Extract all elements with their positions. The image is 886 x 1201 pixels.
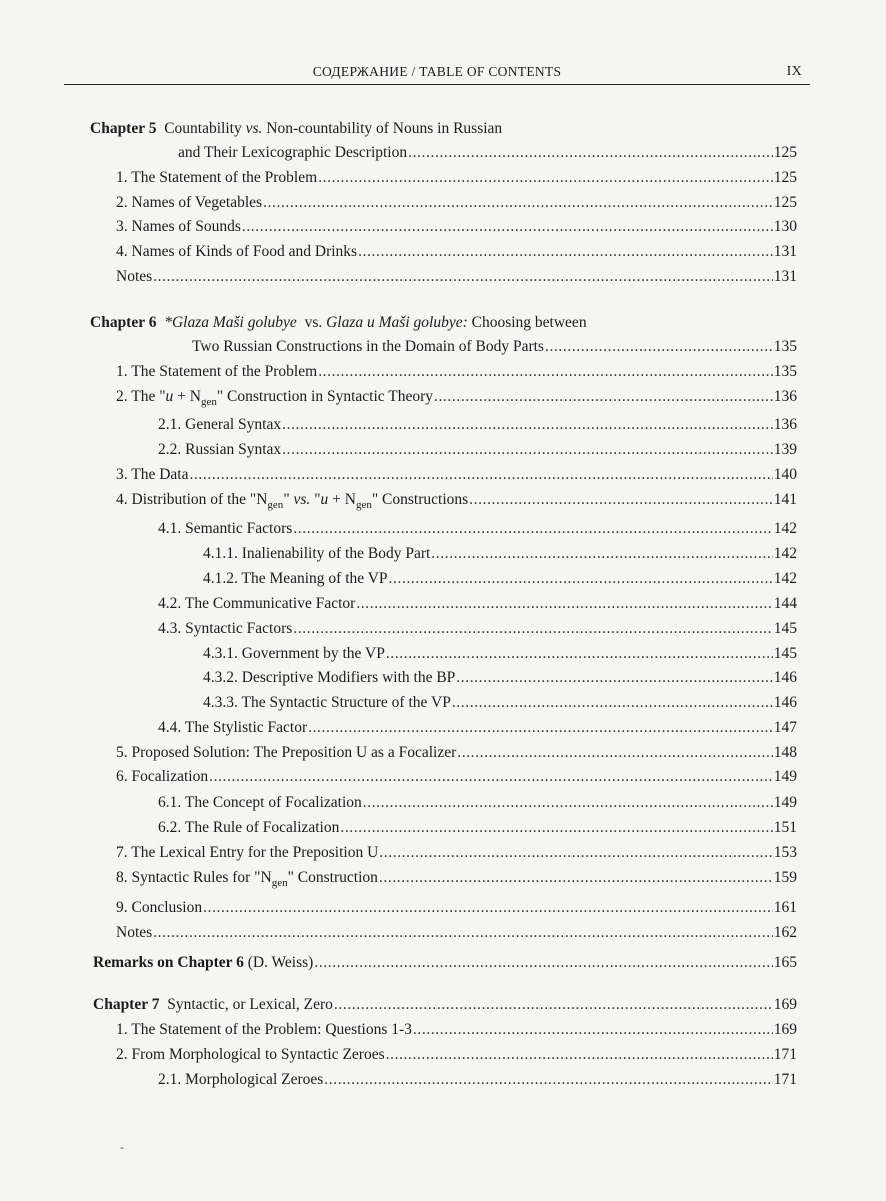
entry-title: Notes [116, 924, 153, 941]
entry-title: 3. The Data [116, 466, 189, 483]
leader-dots [209, 768, 773, 786]
toc-entry[interactable] [116, 218, 797, 242]
entry-page: 142 [773, 570, 797, 587]
entry-title: 4.1.1. Inalienability of the Body Part [203, 545, 431, 562]
vs-word: vs. [304, 314, 323, 331]
toc-entry[interactable] [116, 388, 797, 412]
leader-dots [545, 338, 773, 356]
toc-entry[interactable] [116, 1021, 797, 1045]
entry-title: 2.1. Morphological Zeroes [158, 1071, 324, 1088]
leader-dots [358, 243, 773, 261]
entry-title: and Their Lexicographic Description [178, 144, 408, 161]
toc-entry[interactable] [192, 338, 797, 362]
entry-title: 2. The "$u + N_{gen}$" Construction in Syntactic Theory [116, 388, 433, 408]
entry-page: 144 [773, 595, 797, 612]
leader-dots [469, 491, 773, 509]
entry-page: 139 [773, 441, 797, 458]
running-header-title: СОДЕРЖАНИЕ / TABLE OF CONTENTS [312, 64, 562, 79]
toc-entry[interactable] [203, 669, 797, 693]
toc-entry[interactable] [158, 1071, 797, 1095]
entry-title: Two Russian Constructions in the Domain of Body Parts [192, 338, 544, 355]
entry-page: 130 [773, 218, 797, 235]
entry-title: 4.3. Syntactic Factors [158, 620, 293, 637]
leader-dots [308, 719, 773, 737]
entry-title: Notes [116, 268, 153, 285]
entry-page: 153 [773, 844, 797, 861]
entry-page: 171 [773, 1071, 797, 1088]
toc-entry[interactable] [116, 194, 797, 218]
page-number: IX [786, 64, 802, 79]
entry-page: 125 [773, 144, 797, 161]
toc-entry[interactable] [116, 869, 797, 893]
entry-page: 161 [773, 899, 797, 916]
chapter-title-part: Glaza u Maši golubye: [326, 314, 468, 331]
leader-dots [314, 954, 772, 972]
toc-entry[interactable] [116, 899, 797, 923]
entry-title: 4. Distribution of the "$N_{gen}$" vs. "$u + N_{gen}$" Constructions [116, 491, 469, 511]
toc-entry[interactable] [203, 694, 797, 718]
toc-entry[interactable] [203, 545, 797, 569]
leader-dots [203, 899, 773, 917]
leader-dots [153, 268, 773, 286]
entry-page: 125 [773, 169, 797, 186]
entry-title: 1. The Statement of the Problem [116, 169, 318, 186]
chapter-5-heading[interactable] [90, 120, 810, 144]
entry-page: 165 [773, 954, 797, 971]
toc-entry[interactable] [158, 819, 797, 843]
entry-page: 135 [773, 338, 797, 355]
leader-dots [408, 144, 773, 162]
leader-dots [318, 169, 773, 187]
chapter-7-heading[interactable] [93, 996, 797, 1020]
entry-page: 171 [773, 1046, 797, 1063]
leader-dots [293, 520, 772, 538]
entry-page: 141 [773, 491, 797, 508]
leader-dots [153, 924, 773, 942]
leader-dots [356, 595, 772, 613]
entry-page: 149 [773, 794, 797, 811]
leader-dots [386, 1046, 773, 1064]
chapter-title-part: *Glaza Maši golubye [164, 314, 297, 331]
chapter-title-part: Non-countability of Nouns in Russian [266, 120, 503, 137]
entry-title: Remarks on Chapter 6 (D. Weiss) [93, 954, 314, 971]
entry-title: 1. The Statement of the Problem [116, 363, 318, 380]
toc-entry-remarks[interactable] [93, 954, 797, 978]
entry-page: 142 [773, 545, 797, 562]
leader-dots [282, 416, 773, 434]
entry-page: 151 [773, 819, 797, 836]
chapter-title-part: Syntactic, or Lexical, Zero [167, 996, 333, 1013]
entry-title: 4.1. Semantic Factors [158, 520, 293, 537]
entry-page: 169 [773, 1021, 797, 1038]
leader-dots [318, 363, 773, 381]
entry-title: 6.1. The Concept of Focalization [158, 794, 362, 811]
leader-dots [242, 218, 773, 236]
entry-page: 159 [773, 869, 797, 886]
entry-title: 7. The Lexical Entry for the Preposition U [116, 844, 379, 861]
entry-title: 4.3.2. Descriptive Modifiers with the BP [203, 669, 456, 686]
leader-dots [431, 545, 772, 563]
leader-dots [413, 1021, 773, 1039]
entry-page: 125 [773, 194, 797, 211]
toc-entry[interactable] [116, 243, 797, 267]
toc-entry[interactable] [116, 491, 797, 515]
entry-title: 1. The Statement of the Problem: Questions 1-3 [116, 1021, 412, 1038]
leader-dots [386, 645, 773, 663]
chapter-title-part: Countability [164, 120, 242, 137]
leader-dots [457, 744, 773, 762]
toc-entry[interactable] [116, 466, 797, 490]
toc-entry[interactable] [116, 1046, 797, 1070]
entry-page: 135 [773, 363, 797, 380]
toc-entry[interactable] [158, 595, 797, 619]
entry-title: 2.2. Russian Syntax [158, 441, 282, 458]
entry-title: 9. Conclusion [116, 899, 203, 916]
entry-page: 162 [773, 924, 797, 941]
entry-title: 5. Proposed Solution: The Preposition U as a Focalizer [116, 744, 457, 761]
entry-title: 2. Names of Vegetables [116, 194, 263, 211]
leader-dots [452, 694, 773, 712]
toc-entry[interactable] [116, 924, 797, 948]
toc-entry[interactable] [158, 441, 797, 465]
toc-entry[interactable] [203, 570, 797, 594]
chapter-label: Chapter 7 [93, 996, 160, 1013]
toc-entry[interactable] [158, 416, 797, 440]
entry-title: 8. Syntactic Rules for "$N_{gen}$" Construction [116, 869, 378, 889]
entry-page: 146 [773, 669, 797, 686]
leader-dots [263, 194, 773, 212]
toc-entry[interactable] [116, 169, 797, 193]
entry-page: 145 [773, 620, 797, 637]
chapter-label: Chapter 5 [90, 120, 157, 137]
chapter-label: Chapter 6 [90, 314, 157, 331]
entry-title: 2. From Morphological to Syntactic Zeroes [116, 1046, 385, 1063]
entry-title: 4.2. The Communicative Factor [158, 595, 356, 612]
entry-page: 136 [773, 388, 797, 405]
entry-page: 140 [773, 466, 797, 483]
entry-title: 4.1.2. The Meaning of the VP [203, 570, 388, 587]
entry-page: 136 [773, 416, 797, 433]
toc-entry[interactable] [158, 620, 797, 644]
entry-page: 131 [773, 243, 797, 260]
entry-page: 149 [773, 768, 797, 785]
leader-dots [189, 466, 772, 484]
entry-page: 147 [773, 719, 797, 736]
toc-entry[interactable] [178, 144, 797, 168]
entry-title: 6. Focalization [116, 768, 209, 785]
toc-entry[interactable] [158, 719, 797, 743]
vs-word: vs. [245, 120, 263, 137]
leader-dots [434, 388, 773, 406]
leader-dots [282, 441, 773, 459]
toc-entry[interactable] [158, 794, 797, 818]
leader-dots [379, 869, 773, 887]
toc-entry[interactable] [116, 844, 797, 868]
entry-page: 146 [773, 694, 797, 711]
entry-title: 3. Names of Sounds [116, 218, 241, 235]
leader-dots [379, 844, 772, 862]
toc-entry[interactable] [116, 268, 797, 292]
leader-dots [340, 819, 772, 837]
entry-page: 145 [773, 645, 797, 662]
entry-title: 4.3.1. Government by the VP [203, 645, 385, 662]
leader-dots [334, 996, 773, 1014]
entry-page: 142 [773, 520, 797, 537]
stray-mark: - [120, 1140, 124, 1154]
entry-page: 131 [773, 268, 797, 285]
leader-dots [456, 669, 772, 687]
leader-dots [324, 1071, 772, 1089]
toc-entry[interactable] [116, 363, 797, 387]
toc-entry[interactable] [203, 645, 797, 669]
running-header [64, 62, 810, 85]
chapter-6-heading[interactable] [90, 314, 810, 338]
entry-title: 4. Names of Kinds of Food and Drinks [116, 243, 358, 260]
leader-dots [363, 794, 773, 812]
entry-title: 4.3.3. The Syntactic Structure of the VP [203, 694, 451, 711]
toc-entry[interactable] [116, 768, 797, 792]
entry-page: 148 [773, 744, 797, 761]
toc-entry[interactable] [158, 520, 797, 544]
entry-title: 6.2. The Rule of Focalization [158, 819, 340, 836]
toc-entry[interactable] [116, 744, 797, 768]
entry-title: 2.1. General Syntax [158, 416, 282, 433]
entry-page: 169 [773, 996, 797, 1013]
leader-dots [389, 570, 773, 588]
leader-dots [293, 620, 772, 638]
entry-title: 4.4. The Stylistic Factor [158, 719, 308, 736]
chapter-title-part: Choosing between [471, 314, 587, 331]
